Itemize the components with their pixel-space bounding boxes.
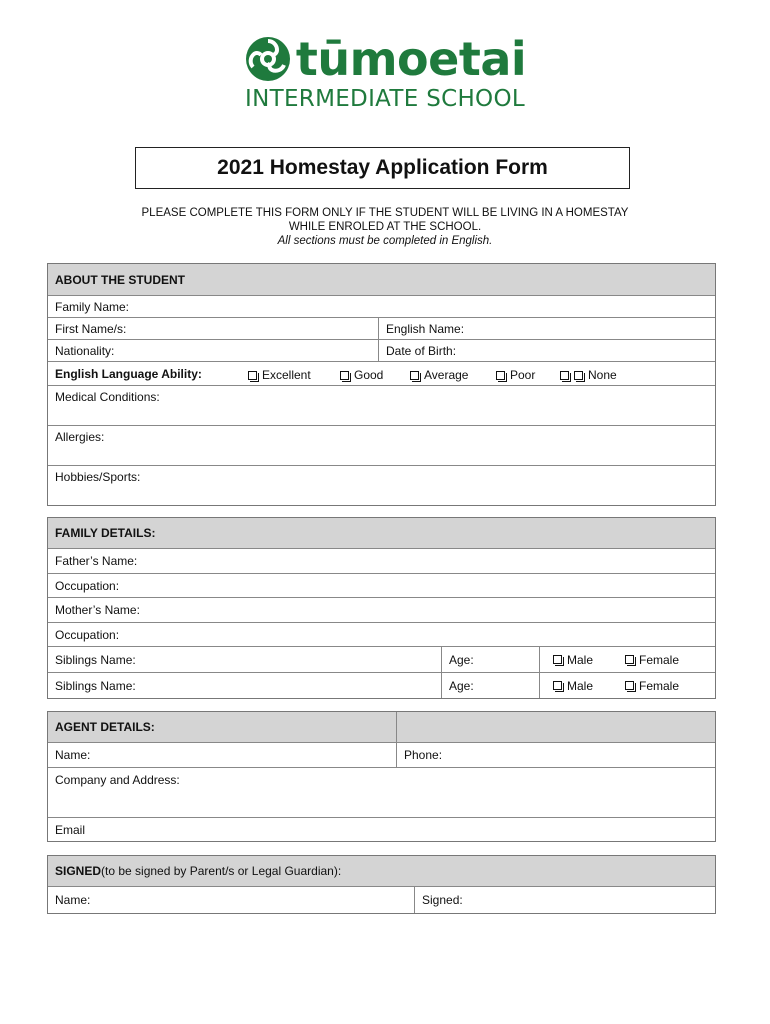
nationality-field[interactable]: Nationality: (55, 343, 115, 358)
ability-none-checkbox[interactable] (560, 368, 617, 382)
female-label: Female (639, 652, 680, 667)
sibling2-age-field[interactable]: Age: (441, 673, 539, 698)
father-occupation-field[interactable]: Occupation: (55, 578, 120, 593)
ability-good-checkbox[interactable] (340, 368, 383, 382)
mother-occupation-field[interactable]: Occupation: (55, 627, 120, 642)
male-label: Male (567, 678, 594, 693)
signed-header-note: (to be signed by Parent/s or Legal Guardian): (101, 864, 342, 878)
sibling1-male-checkbox[interactable] (553, 653, 623, 667)
hobbies-field[interactable]: Hobbies/Sports: (55, 470, 141, 484)
ability-good-label: Good (354, 368, 384, 382)
family-section (47, 517, 716, 699)
first-names-field[interactable]: First Name/s: (55, 321, 127, 336)
allergies-field[interactable]: Allergies: (55, 430, 105, 444)
checkbox-icon (248, 371, 257, 380)
family-name-field[interactable]: Family Name: (55, 299, 130, 314)
ability-average-label: Average (424, 368, 469, 382)
ability-none-label: None (588, 368, 617, 382)
sibling1-gender (539, 647, 715, 672)
ability-poor-label: Poor (510, 368, 536, 382)
signed-header (48, 856, 715, 886)
agent-header: AGENT DETAILS: (55, 720, 155, 734)
instructions (0, 206, 770, 248)
logo-wordmark: tūmoetai (295, 32, 527, 86)
english-ability-label: English Language Ability: (55, 366, 202, 381)
checkbox-icon (553, 655, 562, 664)
signed-section (47, 855, 716, 914)
medical-field[interactable]: Medical Conditions: (55, 390, 160, 404)
english-name-field[interactable]: English Name: (378, 318, 715, 339)
checkbox-icon (340, 371, 349, 380)
sibling1-age-field[interactable]: Age: (441, 647, 539, 672)
english-ability-row (48, 361, 715, 385)
sibling2-name-field[interactable]: Siblings Name: (55, 678, 136, 693)
instructions-line1: PLEASE COMPLETE THIS FORM ONLY IF THE STUDENT WILL BE LIVING IN A HOMESTAY (141, 207, 629, 219)
ability-poor-checkbox[interactable] (496, 368, 535, 382)
dob-field[interactable]: Date of Birth: (378, 340, 715, 361)
sibling2-male-checkbox[interactable] (553, 679, 623, 693)
father-name-field[interactable]: Father’s Name: (55, 554, 138, 568)
agent-email-field[interactable]: Email (55, 822, 86, 837)
checkbox-icon (553, 681, 562, 690)
ability-excellent-label: Excellent (262, 368, 311, 382)
form-title: 2021 Homestay Application Form (217, 156, 548, 179)
family-header: FAMILY DETAILS: (55, 526, 156, 540)
checkbox-icon (625, 681, 634, 690)
form-title-box (135, 147, 630, 189)
checkbox-icon (574, 371, 583, 380)
student-section (47, 263, 716, 506)
checkbox-icon (410, 371, 419, 380)
school-logo (0, 34, 770, 112)
mother-name-field[interactable]: Mother’s Name: (55, 603, 140, 617)
koru-logo-icon (244, 35, 292, 83)
sibling2-female-checkbox[interactable] (625, 679, 679, 693)
male-label: Male (567, 652, 594, 667)
sibling1-female-checkbox[interactable] (625, 653, 679, 667)
signer-name-field[interactable]: Name: (55, 893, 91, 907)
ability-excellent-checkbox[interactable] (248, 368, 311, 382)
agent-header-blank (396, 712, 715, 742)
checkbox-icon (560, 371, 569, 380)
female-label: Female (639, 678, 680, 693)
sibling1-name-field[interactable]: Siblings Name: (55, 652, 136, 667)
sibling2-gender (539, 673, 715, 698)
agent-name-field[interactable]: Name: (55, 748, 91, 762)
instructions-note: All sections must be completed in English. (277, 235, 493, 247)
checkbox-icon (496, 371, 505, 380)
instructions-line2: WHILE ENROLED AT THE SCHOOL. (288, 221, 482, 233)
agent-phone-field[interactable]: Phone: (396, 743, 715, 767)
ability-average-checkbox[interactable] (410, 368, 468, 382)
agent-section (47, 711, 716, 842)
agent-company-field[interactable]: Company and Address: (55, 773, 180, 787)
signature-field[interactable]: Signed: (414, 887, 715, 913)
checkbox-icon (625, 655, 634, 664)
signed-header-bold: SIGNED (55, 864, 102, 878)
student-header: ABOUT THE STUDENT (55, 272, 185, 287)
logo-subtitle: INTERMEDIATE SCHOOL (245, 86, 525, 112)
